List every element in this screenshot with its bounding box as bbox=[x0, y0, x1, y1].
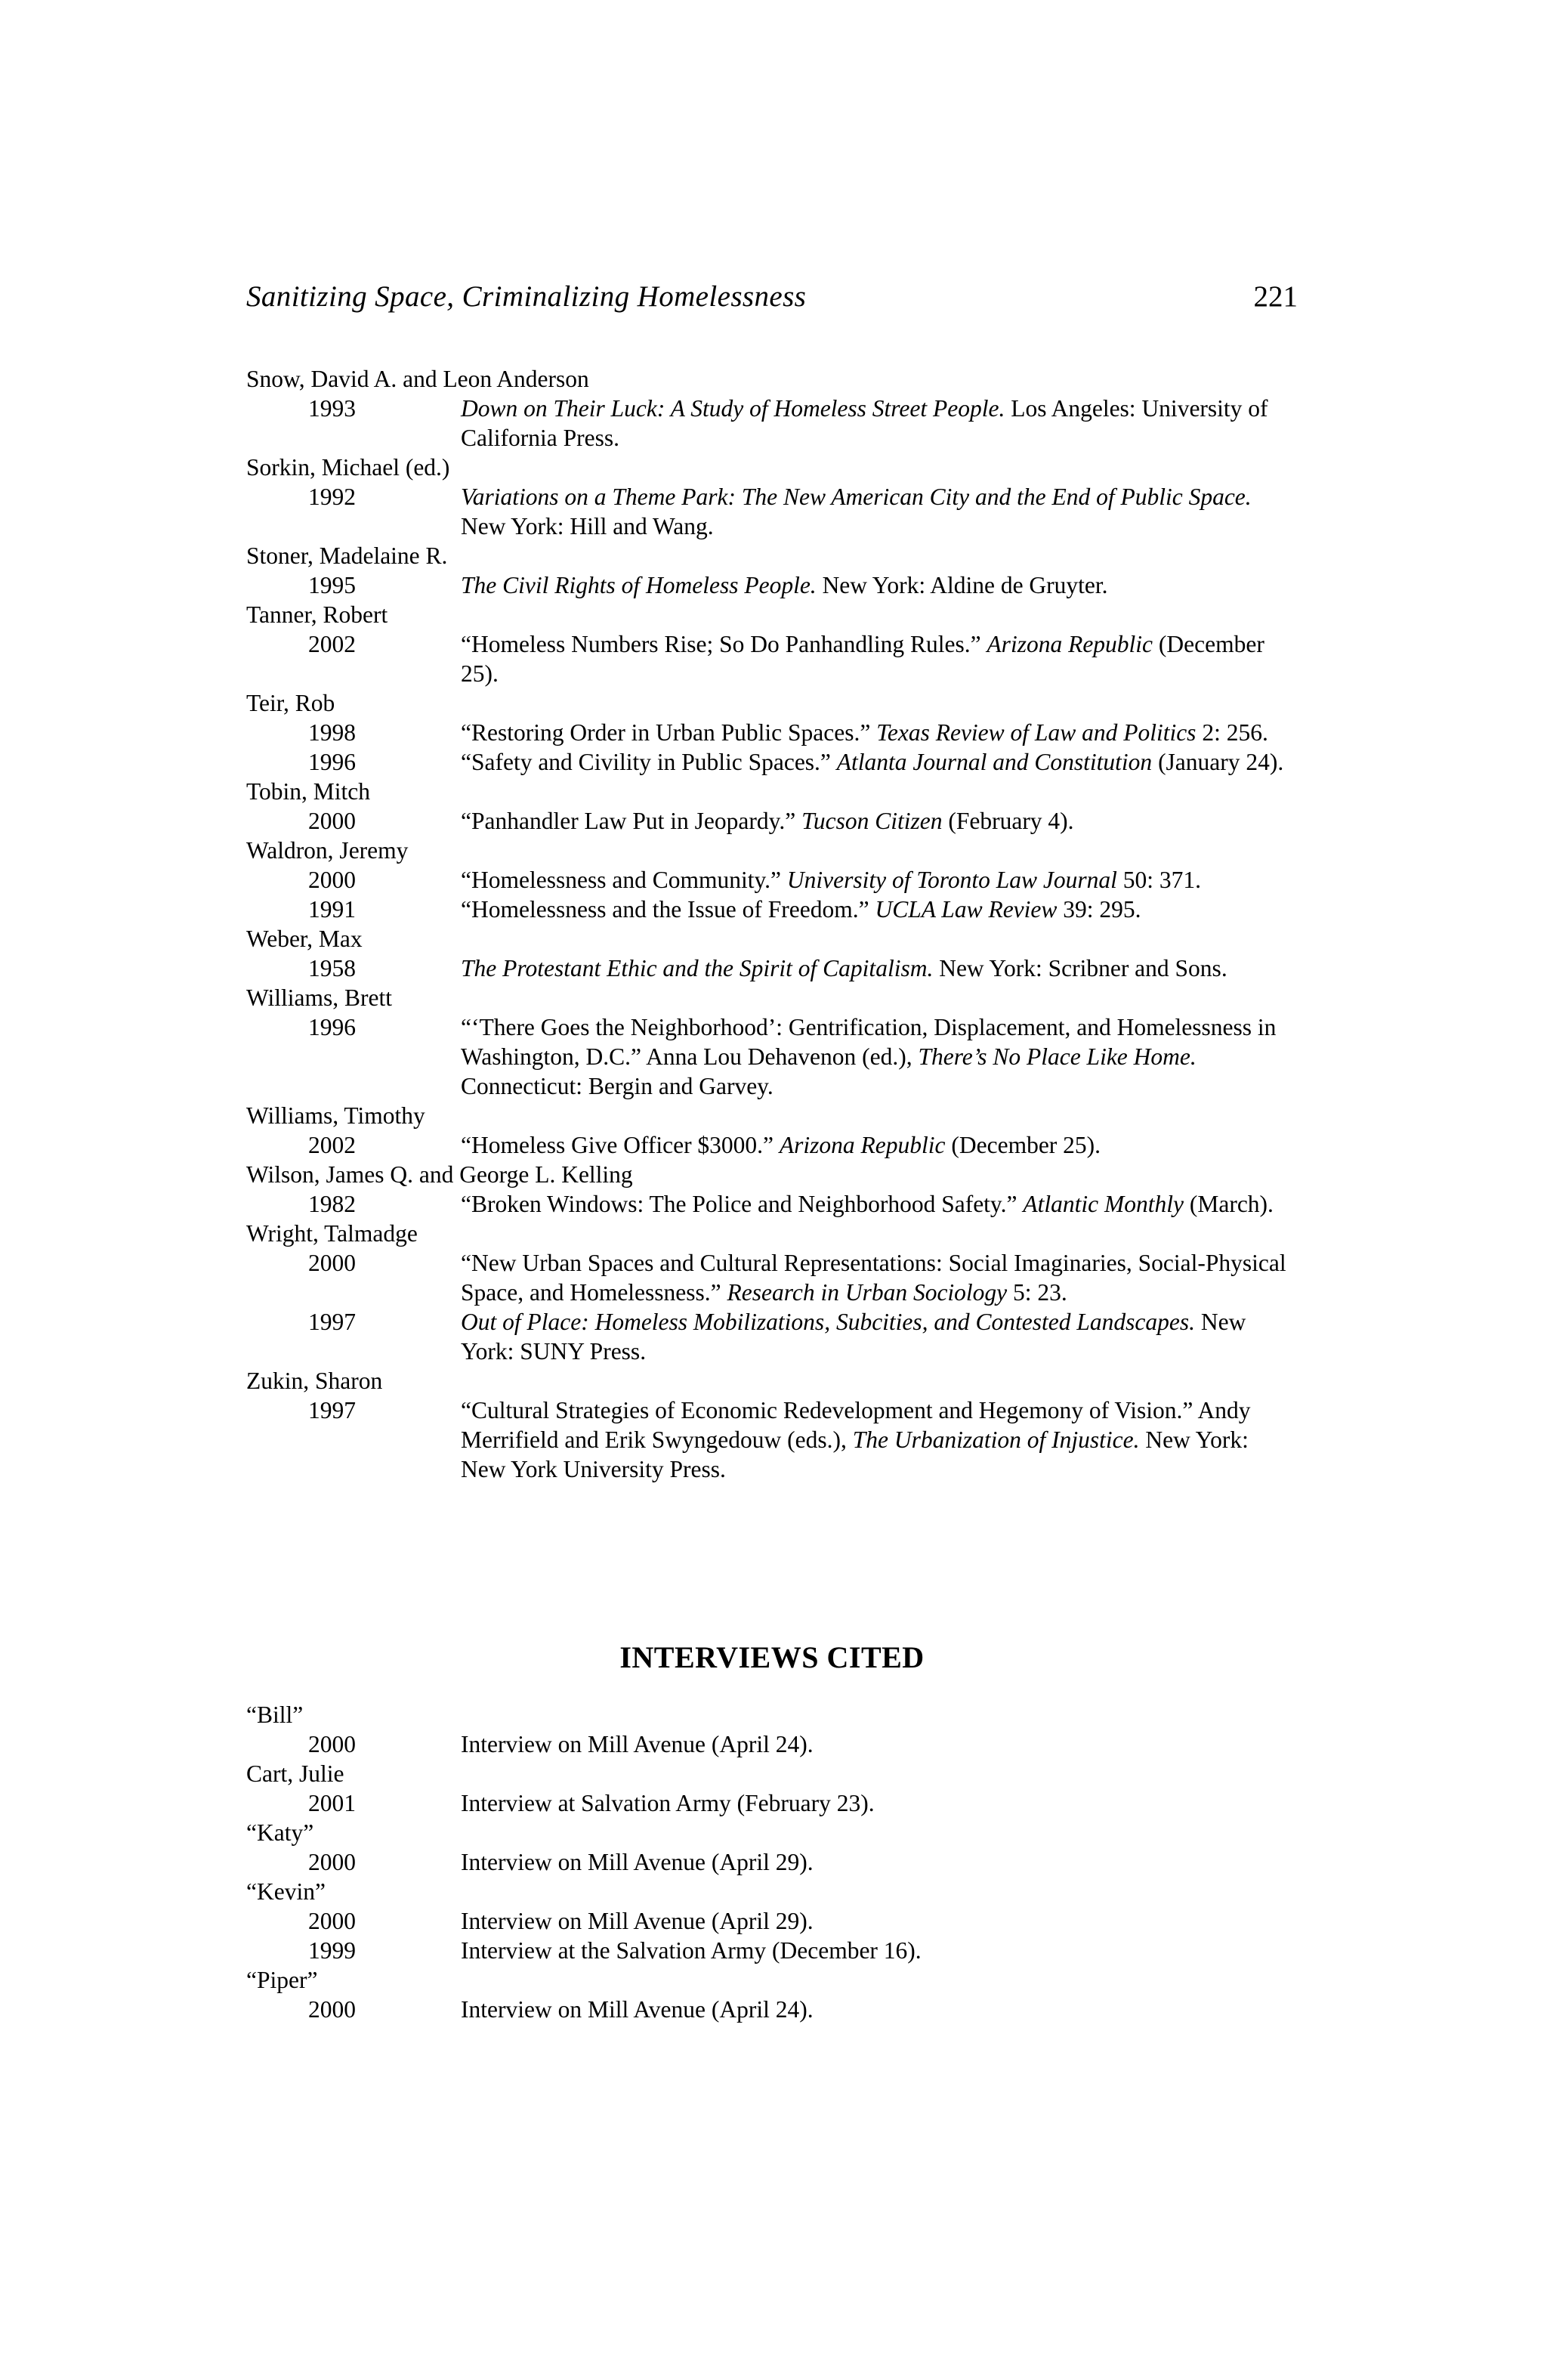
interviews-list bbox=[246, 1700, 1298, 2024]
reference-year: 1997 bbox=[308, 1309, 356, 1335]
reference-author: Wilson, James Q. and George L. Kelling bbox=[246, 1161, 633, 1188]
interview-year: 2000 bbox=[308, 1908, 356, 1934]
interview-entry bbox=[246, 1936, 1298, 1965]
interview-year: 1999 bbox=[308, 1937, 356, 1964]
interview-year: 2000 bbox=[308, 1731, 356, 1757]
reference-author: Williams, Timothy bbox=[246, 1102, 425, 1129]
reference-citation: “Restoring Order in Urban Public Spaces.” Texas Review of Law and Politics 2: 256. bbox=[461, 719, 1268, 746]
reference-year: 1992 bbox=[308, 484, 356, 510]
reference-citation: The Civil Rights of Homeless People. New York: Aldine de Gruyter. bbox=[461, 572, 1108, 598]
reference-citation: “Cultural Strategies of Economic Redevelopment and Hegemony of Vision.” Andy Merrifield and Erik Swyngedouw (eds.), The Urbanization of Injustice. New York: New York University Press. bbox=[461, 1397, 1251, 1482]
interview-citation: Interview on Mill Avenue (April 24). bbox=[461, 1996, 814, 2023]
reference-year: 1998 bbox=[308, 719, 356, 746]
reference-year: 1991 bbox=[308, 896, 356, 923]
reference-citation: “New Urban Spaces and Cultural Representations: Social Imaginaries, Social-Physical Space, and Homelessness.” Research in Urban Sociology 5: 23. bbox=[461, 1250, 1286, 1306]
reference-citation: “Homeless Numbers Rise; So Do Panhandling Rules.” Arizona Republic (December 25). bbox=[461, 631, 1264, 687]
reference-citation: “‘There Goes the Neighborhood’: Gentrification, Displacement, and Homelessness in Washington, D.C.” Anna Lou Dehavenon (ed.), There’s No Place Like Home. Connecticut: Bergin and Garvey. bbox=[461, 1014, 1277, 1099]
reference-citation: “Safety and Civility in Public Spaces.” Atlanta Journal and Constitution (January 24). bbox=[461, 749, 1284, 775]
reference-year: 2002 bbox=[308, 631, 356, 657]
reference-year: 2000 bbox=[308, 808, 356, 834]
reference-author: Wright, Talmadge bbox=[246, 1220, 418, 1247]
reference-author: Zukin, Sharon bbox=[246, 1368, 383, 1394]
reference-citation: Variations on a Theme Park: The New American City and the End of Public Space. New York: Hill and Wang. bbox=[461, 484, 1252, 539]
reference-year: 1995 bbox=[308, 572, 356, 598]
interview-entry bbox=[246, 1995, 1298, 2024]
running-title: Sanitizing Space, Criminalizing Homelessness bbox=[246, 280, 807, 313]
interview-author: “Kevin” bbox=[246, 1878, 326, 1905]
reference-year: 1997 bbox=[308, 1397, 356, 1423]
interview-year: 2001 bbox=[308, 1790, 356, 1816]
reference-author: Williams, Brett bbox=[246, 984, 392, 1011]
interview-entry bbox=[246, 1729, 1298, 1759]
reference-author: Sorkin, Michael (ed.) bbox=[246, 454, 450, 481]
interview-citation: Interview at Salvation Army (February 23). bbox=[461, 1790, 875, 1816]
reference-year: 1996 bbox=[308, 1014, 356, 1040]
reference-citation: “Homelessness and Community.” University of Toronto Law Journal 50: 371. bbox=[461, 867, 1202, 893]
reference-author: Snow, David A. and Leon Anderson bbox=[246, 366, 589, 392]
interview-citation: Interview at the Salvation Army (December 16). bbox=[461, 1937, 922, 1964]
reference-citation: The Protestant Ethic and the Spirit of Capitalism. New York: Scribner and Sons. bbox=[461, 955, 1227, 981]
interview-author: “Bill” bbox=[246, 1702, 304, 1728]
reference-citation: “Panhandler Law Put in Jeopardy.” Tucson Citizen (February 4). bbox=[461, 808, 1074, 834]
reference-year: 1996 bbox=[308, 749, 356, 775]
interview-year: 2000 bbox=[308, 1996, 356, 2023]
reference-year: 1982 bbox=[308, 1191, 356, 1217]
page-number: 221 bbox=[1253, 280, 1298, 313]
interview-citation: Interview on Mill Avenue (April 29). bbox=[461, 1908, 814, 1934]
reference-year: 2000 bbox=[308, 867, 356, 893]
reference-citation: “Homelessness and the Issue of Freedom.” UCLA Law Review 39: 295. bbox=[461, 896, 1141, 923]
interview-entry bbox=[246, 1906, 1298, 1936]
reference-year: 1958 bbox=[308, 955, 356, 981]
reference-citation: “Broken Windows: The Police and Neighborhood Safety.” Atlantic Monthly (March). bbox=[461, 1191, 1274, 1217]
interview-author: Cart, Julie bbox=[246, 1760, 344, 1787]
reference-author: Tobin, Mitch bbox=[246, 778, 371, 805]
reference-citation: Out of Place: Homeless Mobilizations, Subcities, and Contested Landscapes. New York: SUNY Press. bbox=[461, 1309, 1246, 1365]
interview-citation: Interview on Mill Avenue (April 29). bbox=[461, 1849, 814, 1875]
interview-author: “Katy” bbox=[246, 1819, 314, 1846]
reference-author: Waldron, Jeremy bbox=[246, 837, 409, 864]
reference-author: Weber, Max bbox=[246, 926, 363, 952]
reference-year: 2000 bbox=[308, 1250, 356, 1276]
interview-year: 2000 bbox=[308, 1849, 356, 1875]
reference-author: Stoner, Madelaine R. bbox=[246, 542, 448, 569]
interview-entry bbox=[246, 1847, 1298, 1877]
reference-year: 2002 bbox=[308, 1132, 356, 1158]
reference-author: Teir, Rob bbox=[246, 690, 335, 716]
interview-author: “Piper” bbox=[246, 1967, 318, 1993]
reference-citation: Down on Their Luck: A Study of Homeless Street People. Los Angeles: University of California Press. bbox=[461, 395, 1268, 451]
interview-citation: Interview on Mill Avenue (April 24). bbox=[461, 1731, 814, 1757]
reference-author: Tanner, Robert bbox=[246, 601, 388, 628]
section-heading-interviews: INTERVIEWS CITED bbox=[619, 1640, 925, 1674]
interview-entry bbox=[246, 1788, 1298, 1818]
reference-citation: “Homeless Give Officer $3000.” Arizona Republic (December 25). bbox=[461, 1132, 1101, 1158]
reference-year: 1993 bbox=[308, 395, 356, 422]
